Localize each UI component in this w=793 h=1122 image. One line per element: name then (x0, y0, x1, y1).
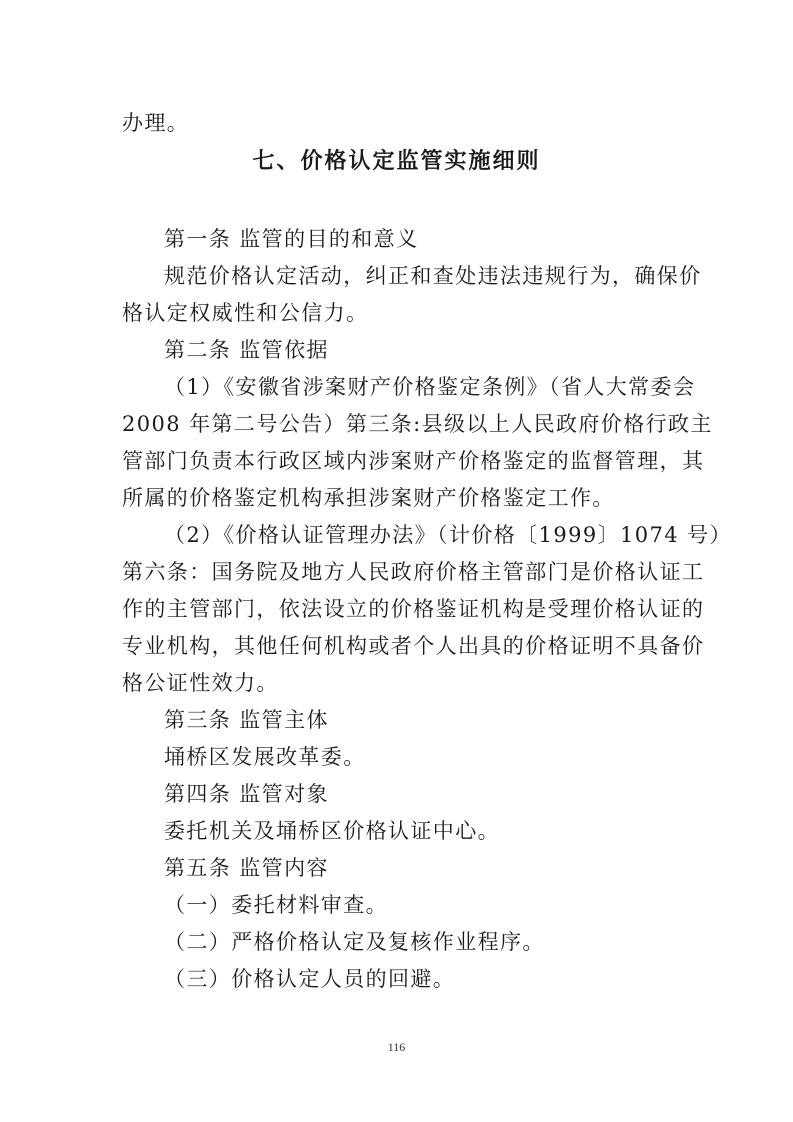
section-title: 七、价格认定监管实施细则 (252, 148, 541, 174)
list-item: （三）价格认定人员的回避。 (164, 967, 456, 991)
paragraph-line: （2）《价格认证管理办法》（计价格〔1999〕1074 号） (164, 523, 732, 547)
article-heading: 第四条 监管对象 (164, 782, 329, 806)
paragraph-line: 所属的价格鉴定机构承担涉案财产价格鉴定工作。 (122, 486, 615, 510)
paragraph-line: 委托机关及埇桥区价格认证中心。 (164, 819, 500, 843)
article-heading: 第二条 监管依据 (164, 338, 329, 362)
list-item: （一）委托材料审查。 (164, 893, 388, 917)
page-number: 116 (387, 1040, 406, 1054)
article-heading: 第五条 监管内容 (164, 856, 329, 880)
paragraph-line: 2008 年第二号公告）第三条:县级以上人民政府价格行政主 (122, 412, 713, 436)
article-heading: 第一条 监管的目的和意义 (164, 227, 419, 251)
paragraph-line: 管部门负责本行政区域内涉案财产价格鉴定的监督管理，其 (122, 449, 705, 473)
paragraph-line: （1）《安徽省涉案财产价格鉴定条例》（省人大常委会 (164, 375, 696, 399)
paragraph-line: 作的主管部门，依法设立的价格鉴证机构是受理价格认证的 (122, 597, 705, 621)
paragraph-line: 格认定权威性和公信力。 (122, 301, 369, 325)
article-heading: 第三条 监管主体 (164, 708, 329, 732)
paragraph-line: 第六条：国务院及地方人民政府价格主管部门是价格认证工 (122, 560, 705, 584)
paragraph-line: 埇桥区发展改革委。 (164, 745, 366, 769)
list-item: （二）严格价格认定及复核作业程序。 (164, 930, 545, 954)
paragraph-line: 办理。 (122, 111, 190, 135)
paragraph-line: 专业机构，其他任何机构或者个人出具的价格证明不具备价 (122, 634, 705, 658)
paragraph-line: 规范价格认定活动，纠正和查处违法违规行为，确保价 (164, 264, 702, 288)
paragraph-line: 格公证性效力。 (122, 671, 279, 695)
